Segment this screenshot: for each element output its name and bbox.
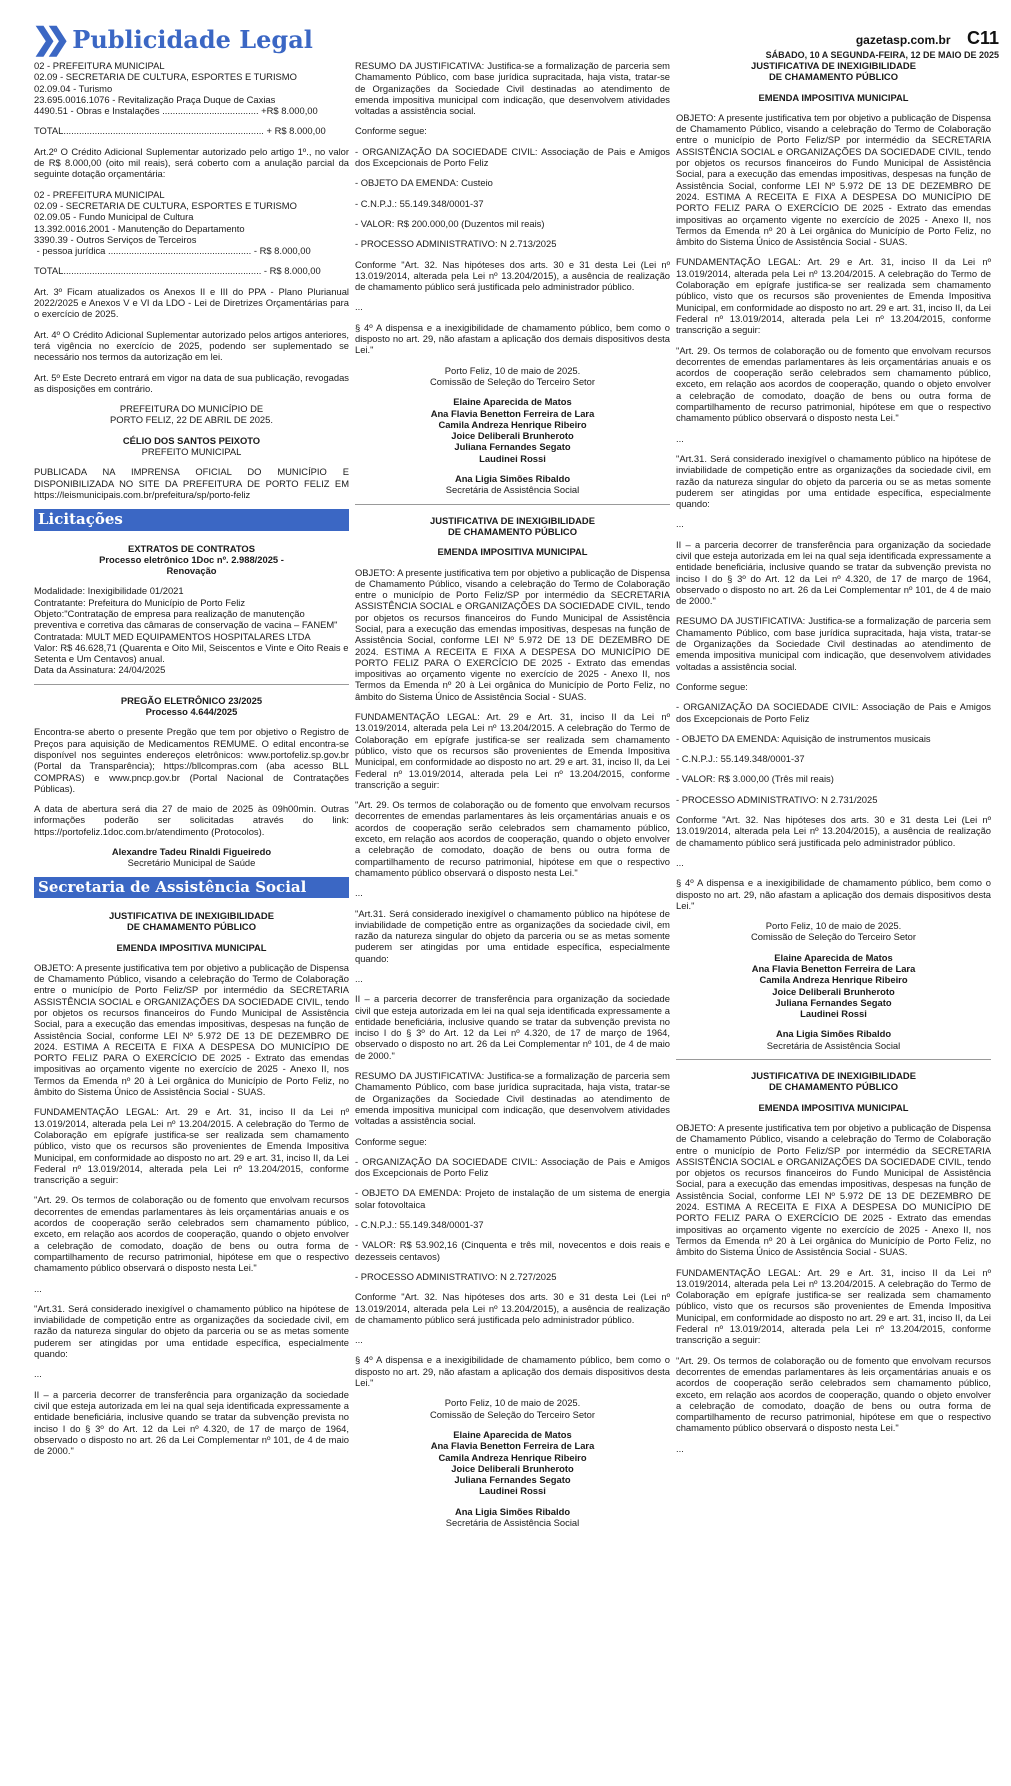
column-1 [34, 60, 349, 1786]
signatory: Ana Flavia Benetton Ferreira de Lara [430, 407, 595, 419]
masthead-right [766, 28, 999, 60]
justificativa-subtitle: DE CHAMAMENTO PÚBLICO [448, 525, 577, 537]
organizacao: - ORGANIZAÇÃO DA SOCIEDADE CIVIL: Associação de Pais e Amigos dos Excepcionais de Porto Feliz [676, 701, 991, 724]
paragraph-4: § 4º A dispensa e a inexigibilidade de chamamento público, bem como o disposto no art. 29, não afastam a aplicação dos demais dispositivos desta Lei." [676, 877, 991, 911]
signatory: Joice Deliberali Brunheroto [451, 430, 574, 442]
signatory: Camila Andreza Henrique Ribeiro [438, 1451, 587, 1463]
prefeitura-date: PORTO FELIZ, 22 DE ABRIL DE 2025. [110, 414, 273, 426]
organizacao: - ORGANIZAÇÃO DA SOCIEDADE CIVIL: Associação de Pais e Amigos dos Excepcionais de Porto Feliz [355, 1155, 670, 1179]
secretary-name: Ana Ligia Simões Ribaldo [454, 473, 571, 485]
contract-line: Data da Assinatura: 24/04/2025 [34, 664, 166, 676]
budget-line: 4490.51 - Obras e Instalações ..................................... +R$ 8.000,00 [34, 105, 318, 117]
valor: - VALOR: R$ 200.000,00 (Duzentos mil reais) [355, 217, 545, 229]
signatory: Laudinei Rossi [479, 1485, 546, 1497]
art29-paragraph: "Art. 29. Os termos de colaboração ou de fomento que envolvam recursos decorrentes de emendas parlamentares às leis orçamentárias anuais e os acordos de cooperação serão celebrados sem chamamento público, exceto, em relação aos acordos de cooperação, quando o objeto envolver a celebração de comodato, doação de bens ou outra forma de compartilhamento de recurso patrimonial, hipótese em que o respectivo chamamento público observará o disposto nesta Lei." [676, 344, 991, 424]
place-date: Porto Feliz, 10 de maio de 2025. [444, 1397, 581, 1409]
budget-line: 13.392.0016.2001 - Manutenção do Departamento [34, 222, 245, 234]
emenda-title: EMENDA IMPOSITIVA MUNICIPAL [116, 941, 267, 953]
processo-title: Processo eletrônico 1Doc nº. 2.988/2025 - [99, 553, 284, 565]
organizacao: - ORGANIZAÇÃO DA SOCIEDADE CIVIL: Associação de Pais e Amigos dos Excepcionais de Porto Feliz [355, 145, 670, 169]
justificativa-subtitle: DE CHAMAMENTO PÚBLICO [127, 921, 256, 933]
pregao-processo: Processo 4.644/2025 [145, 706, 238, 718]
signatory: Juliana Fernandes Segato [454, 1474, 571, 1486]
section-title [32, 22, 313, 57]
budget-line: 02.09 - SECRETARIA DE CULTURA, ESPORTES E TURISMO [34, 199, 297, 211]
mayor-title: PREFEITO MUNICIPAL [141, 446, 242, 458]
contract-line: Contratada: MULT MED EQUIPAMENTOS HOSPITALARES LTDA [34, 630, 311, 642]
secretary-title: Secretária de Assistência Social [766, 1039, 901, 1051]
budget-block-1 [34, 60, 349, 116]
resumo-paragraph: RESUMO DA JUSTIFICATIVA: Justifica-se a formalização de parceria sem Chamamento Público, com base jurídica supracitada, haja vista, tratar-se de Organizações da Sociedade Civil destinadas ao atendimento de emenda impositiva municipal com indicação, que desenvolvem atividades voltadas a assistência social. [355, 60, 670, 117]
objeto-emenda: - OBJETO DA EMENDA: Custeio [355, 177, 493, 189]
signatory-title: Secretário Municipal de Saúde [127, 857, 256, 869]
resumo-paragraph: RESUMO DA JUSTIFICATIVA: Justifica-se a formalização de parceria sem Chamamento Público, com base jurídica supracitada, haja vista, tratar-se de Organizações da Sociedade Civil destinadas ao atendimento de emenda impositiva municipal com indicação, que desenvolvem atividades voltadas a assistência social. [676, 615, 991, 672]
secretary-title: Secretária de Assistência Social [445, 1516, 580, 1528]
contract-line: Valor: R$ 46.628,71 (Quarenta e Oito Mil, Seiscentos e Vinte e Oito Reais e Setenta e Um Centavos) anual. [34, 641, 349, 665]
emenda-title: EMENDA IMPOSITIVA MUNICIPAL [758, 1101, 909, 1113]
article-2: Art.2º O Crédito Adicional Suplementar autorizado pelo artigo 1º., no valor de R$ 8.000,00 (oito mil reais), será coberto com a anulação parcial da seguinte dotação orçamentária: [34, 145, 349, 180]
article-5: Art. 5º Este Decreto entrará em vigor na data de sua publicação, revogadas as disposições em contrário. [34, 371, 349, 394]
inciso2-paragraph: II – a parceria decorrer de transferência para organização da sociedade civil que esteja autorizada em lei na qual seja identificada expressamente a entidade beneficiária, inclusive quando se tratar da subvenção prevista no inciso I do § 3º do Art. 12 da Lei nº 4.320, de 17 de março de 1964, observado o disposto no art. 26 da Lei Complementar nº 101, de 4 de maio de 2000." [676, 538, 991, 607]
ellipsis: ... [34, 1282, 42, 1294]
extratos-title: EXTRATOS DE CONTRATOS [128, 542, 255, 554]
valor: - VALOR: R$ 3.000,00 (Três mil reais) [676, 773, 834, 785]
processo-administrativo: - PROCESSO ADMINISTRATIVO: N 2.727/2025 [355, 1270, 557, 1282]
justificativa-subtitle: DE CHAMAMENTO PÚBLICO [769, 71, 898, 83]
objeto-paragraph: OBJETO: A presente justificativa tem por objetivo a publicação de Dispensa de Chamamento Público, visando a celebração do Termo de Colaboração entre o município de Porto Feliz/SP por intermédio da SECRETARIA ASSISTÊNCIA SOCIAL e ORGANIZAÇÕES DA SOCIEDADE CIVIL, tendo por objetos os recursos financeiros do Fundo Municipal de Assistência Social, para a execução das emendas impositivas, despesas na função de Assistência Social, conforme LEI Nº 5.972 DE 13 DE DEZEMBRO DE 2024. ESTIMA A RECEITA E FIXA A DESPESA DO MUNICÍPIO DE PORTO FELIZ PARA O EXERCÍCIO DE 2025 - Extrato das emendas impositivas ao orçamento vigente no exercício de 2025 - Anexo II, nos Termos da Emenda nº 20 à Lei orgânica do Município de Porto Feliz, no âmbito do Sistema Único de Assistência Social - SUAS. [34, 961, 349, 1098]
contract-line: Modalidade: Inexigibilidade 01/2021 [34, 585, 184, 597]
budget-block-2 [34, 189, 349, 257]
emenda-title: EMENDA IMPOSITIVA MUNICIPAL [758, 91, 909, 103]
fundamentacao-paragraph: FUNDAMENTAÇÃO LEGAL: Art. 29 e Art. 31, inciso II da Lei nº 13.019/2014, alterada pela Lei nº 13.204/2015. A celebração do Termo de Colaboração em epígrafe justifica-se ser realizada sem chamamento público, visto que os recursos são provenientes de Emenda Impositiva Municipal, em conformidade ao disposto no art. 29 e art. 31, inciso II, da Lei Federal nº 13.019/2014, alterada pela Lei nº 13.204/2015, conforme transcrição a seguir: [676, 256, 991, 336]
signatory: Laudinei Rossi [800, 1008, 867, 1020]
valor: - VALOR: R$ 53.902,16 (Cinquenta e três mil, novecentos e dois reais e dezesseis centavos) [355, 1239, 670, 1262]
budget-line: - pessoa jurídica ....................................................... - R$ 8.000,00 [34, 245, 311, 257]
signatory: Joice Deliberali Brunheroto [451, 1462, 574, 1474]
resumo-paragraph: RESUMO DA JUSTIFICATIVA: Justifica-se a formalização de parceria sem Chamamento Público, com base jurídica supracitada, haja vista, tratar-se de Organizações da Sociedade Civil destinadas ao atendimento de emenda impositiva municipal com indicação, que desenvolvem atividades voltadas a assistência social. [355, 1070, 670, 1127]
double-chevron-icon: ❯❯ [32, 22, 59, 57]
ellipsis: ... [676, 518, 684, 530]
masthead [0, 0, 1011, 58]
contract-line: Contratante: Prefeitura do Município de Porto Feliz [34, 596, 246, 608]
art29-paragraph: "Art. 29. Os termos de colaboração ou de fomento que envolvam recursos decorrentes de emendas parlamentares às leis orçamentárias anuais e os acordos de cooperação serão celebrados sem chamamento público, exceto, em relação aos acordos de cooperação, quando o objeto envolver a celebração de comodato, doação de bens ou outra forma de compartilhamento de recurso patrimonial, hipótese em que o respectivo chamamento público observará o disposto nesta Lei." [676, 1354, 991, 1434]
paragraph-4: § 4º A dispensa e a inexigibilidade de chamamento público, bem como o disposto no art. 29, não afastam a aplicação dos demais dispositivos desta Lei." [355, 1354, 670, 1389]
secretary-name: Ana Ligia Simões Ribaldo [775, 1028, 892, 1040]
page-number: C11 [966, 28, 999, 48]
signatory-name: Alexandre Tadeu Rinaldi Figueiredo [111, 846, 272, 858]
budget-line: 3390.39 - Outros Serviços de Terceiros [34, 233, 197, 245]
prefeitura-line: PREFEITURA DO MUNICÍPIO DE [119, 403, 264, 415]
objeto-emenda: - OBJETO DA EMENDA: Aquisição de instrumentos musicais [676, 732, 931, 744]
cnpj: - C.N.P.J.: 55.149.348/0001-37 [355, 1219, 484, 1231]
ellipsis: ... [676, 432, 684, 444]
signatory: Laudinei Rossi [479, 452, 546, 464]
ellipsis: ... [355, 301, 363, 313]
objeto-emenda: - OBJETO DA EMENDA: Projeto de instalação de um sistema de energia solar fotovoltaica [355, 1187, 670, 1210]
contract-line: Objeto:"Contratação de empresa para realização de manutenção preventiva e corretiva das câmaras de conservação de vacina – FANEM" [34, 607, 338, 631]
inciso2-paragraph: II – a parceria decorrer de transferência para organização da sociedade civil que esteja autorizada em lei na qual seja identificada expressamente a entidade beneficiária, inclusive quando se tratar da subvenção prevista no inciso I do § 3º do Art. 12 da Lei nº 4.320, de 17 de março de 1964, observado o disposto no art. 26 da Lei Complementar nº 101, de 4 de maio de 2000." [355, 993, 670, 1061]
publication-title: Publicidade Legal [72, 25, 313, 54]
ellipsis: ... [676, 1442, 684, 1454]
secretary-name: Ana Ligia Simões Ribaldo [454, 1505, 571, 1517]
article-4: Art. 4º O Crédito Adicional Suplementar autorizado pelos artigos anteriores, terá vigência no exercício de 2025, podendo ser suplementado se necessário nos termos da autorização em lei. [34, 328, 349, 363]
justificativa-subtitle: DE CHAMAMENTO PÚBLICO [769, 1081, 898, 1093]
art32-paragraph: Conforme "Art. 32. Nas hipóteses dos arts. 30 e 31 desta Lei (Lei nº 13.019/2014, alterada pela Lei nº 13.204/2015), a ausência de realização de chamamento público será justificada pelo administrador público. [676, 814, 991, 848]
signatory: Elaine Aparecida de Matos [453, 396, 572, 408]
place-date: Porto Feliz, 10 de maio de 2025. [765, 920, 902, 932]
fundamentacao-paragraph: FUNDAMENTAÇÃO LEGAL: Art. 29 e Art. 31, inciso II da Lei nº 13.019/2014, alterada pela Lei nº 13.204/2015. A celebração do Termo de Colaboração em epígrafe justifica-se ser realizada sem chamamento público, visto que os recursos são provenientes de Emenda Impositiva Municipal, em conformidade ao disposto no art. 29 e art. 31, inciso II, da Lei Federal nº 13.019/2014, alterada pela Lei nº 13.204/2015, conforme transcrição a seguir: [676, 1266, 991, 1346]
comissao: Comissão de Seleção do Terceiro Setor [750, 931, 917, 943]
art29-paragraph: "Art. 29. Os termos de colaboração ou de fomento que envolvam recursos decorrentes de emendas parlamentares às leis orçamentárias anuais e os acordos de cooperação serão celebrados sem chamamento público, exceto, em relação aos acordos de cooperação, quando o objeto envolver a celebração de comodato, doação de bens ou outra forma de compartilhamento de recurso patrimonial, hipótese em que o respectivo chamamento público observará o disposto nesta Lei." [355, 799, 670, 878]
signatory: Elaine Aparecida de Matos [453, 1428, 572, 1440]
budget-line: 02 - PREFEITURA MUNICIPAL [34, 60, 165, 71]
signatory: Ana Flavia Benetton Ferreira de Lara [430, 1440, 595, 1452]
fundamentacao-paragraph: FUNDAMENTAÇÃO LEGAL: Art. 29 e Art. 31, inciso II da Lei nº 13.019/2014, alterada pela Lei nº 13.204/2015. A celebração do Termo de Colaboração em epígrafe justifica-se ser realizada sem chamamento público, visto que os recursos são provenientes de Emenda Impositiva Municipal, em conformidade ao disposto no art. 29 e art. 31, inciso II, da Lei Federal nº 13.019/2014, alterada pela Lei nº 13.204/2015, conforme transcrição a seguir: [34, 1106, 349, 1186]
art31-paragraph: "Art.31. Será considerado inexigível o chamamento público na hipótese de inviabilidade de competição entre as organizações da sociedade civil, em razão da natureza singular do objeto da parceria ou se as metas somente puderem ser atingidas por uma entidade específica, especialmente quando: [676, 452, 991, 510]
emenda-title: EMENDA IMPOSITIVA MUNICIPAL [437, 546, 588, 558]
processo-administrativo: - PROCESSO ADMINISTRATIVO: N 2.713/2025 [355, 238, 557, 250]
site-url[interactable]: gazetasp.com.br [855, 33, 951, 47]
contract-details [34, 585, 349, 675]
page-columns [34, 60, 1003, 1786]
objeto-paragraph: OBJETO: A presente justificativa tem por objetivo a publicação de Dispensa de Chamamento Público, visando a celebração do Termo de Colaboração entre o município de Porto Feliz/SP por intermédio da SECRETARIA ASSISTÊNCIA SOCIAL e ORGANIZAÇÕES DA SOCIEDADE CIVIL, tendo por objetos os recursos financeiros do Fundo Municipal de Assistência Social, para a execução das emendas impositivas, despesas na função de Assistência Social, conforme LEI Nº 5.972 DE 13 DE DEZEMBRO DE 2024. ESTIMA A RECEITA E FIXA A DESPESA DO MUNICÍPIO DE PORTO FELIZ PARA O EXERCÍCIO DE 2025 - Extrato das emendas impositivas ao orçamento vigente no exercício de 2025 - Anexo II, nos Termos da Emenda nº 20 à Lei orgânica do Município de Porto Feliz, no âmbito do Sistema Único de Assistência Social - SUAS. [676, 111, 991, 248]
paragraph-4: § 4º A dispensa e a inexigibilidade de chamamento público, bem como o disposto no art. 29, não afastam a aplicação dos demais dispositivos desta Lei." [355, 321, 670, 356]
cnpj: - C.N.P.J.: 55.149.348/0001-37 [355, 197, 484, 209]
dateline: SÁBADO, 10 A SEGUNDA-FEIRA, 12 DE MAIO DE 2025 [765, 50, 999, 60]
column-2 [355, 60, 670, 1786]
conforme-segue: Conforme segue: [355, 1135, 427, 1147]
mayor-name: CÉLIO DOS SANTOS PEIXOTO [122, 434, 261, 446]
publication-note: PUBLICADA NA IMPRENSA OFICIAL DO MUNICÍPIO E DISPONIBILIZADA NO SITE DA PREFEITURA DE PORTO FELIZ EM https://leismunicipais.com.br/prefeitura/sp/porto-feliz [34, 466, 349, 500]
budget-line: 23.695.0016.1076 - Revitalização Praça Duque de Caxias [34, 93, 276, 105]
budget-line: 02 - PREFEITURA MUNICIPAL [34, 188, 165, 200]
budget-line: 02.09 - SECRETARIA DE CULTURA, ESPORTES E TURISMO [34, 71, 297, 83]
comissao: Comissão de Seleção do Terceiro Setor [429, 1408, 596, 1420]
art32-paragraph: Conforme "Art. 32. Nas hipóteses dos arts. 30 e 31 desta Lei (Lei nº 13.019/2014, alterada pela Lei nº 13.204/2015), a ausência de realização de chamamento público será justificada pelo administrador público. [355, 258, 670, 293]
objeto-paragraph: OBJETO: A presente justificativa tem por objetivo a publicação de Dispensa de Chamamento Público, visando a celebração do Termo de Colaboração entre o município de Porto Feliz/SP por intermédio da SECRETARIA ASSISTÊNCIA SOCIAL e ORGANIZAÇÕES DA SOCIEDADE CIVIL, tendo por objetos os recursos financeiros do Fundo Municipal de Assistência Social, para a execução das emendas impositivas, despesas na função de Assistência Social, conforme LEI Nº 5.972 DE 13 DE DEZEMBRO DE 2024. ESTIMA A RECEITA E FIXA A DESPESA DO MUNICÍPIO DE PORTO FELIZ PARA O EXERCÍCIO DE 2025 - Extrato das emendas impositivas ao orçamento vigente no exercício de 2025 - Anexo II, nos Termos da Emenda nº 20 à Lei orgânica do Município de Porto Feliz, no âmbito do Sistema Único de Assistência Social - SUAS. [355, 566, 670, 702]
renovacao-title: Renovação [166, 565, 217, 577]
licitacoes-header: Licitações [34, 509, 349, 530]
signatory: Camila Andreza Henrique Ribeiro [438, 418, 587, 430]
ellipsis: ... [355, 887, 363, 899]
fundamentacao-paragraph: FUNDAMENTAÇÃO LEGAL: Art. 29 e Art. 31, inciso II da Lei nº 13.019/2014, alterada pela Lei nº 13.204/2015. A celebração do Termo de Colaboração em epígrafe justifica-se ser realizada sem chamamento público, visto que os recursos são provenientes de Emenda Impositiva Municipal, em conformidade ao disposto no art. 29 e art. 31, inciso II, da Lei Federal nº 13.019/2014, alterada pela Lei nº 13.204/2015, conforme transcrição a seguir: [355, 711, 670, 790]
art31-paragraph: "Art.31. Será considerado inexigível o chamamento público na hipótese de inviabilidade de competição entre as organizações da sociedade civil, em razão da natureza singular do objeto da parceria ou se as metas somente puderem ser atingidas por uma entidade específica, especialmente quando: [34, 1302, 349, 1360]
ellipsis: ... [676, 856, 684, 868]
total-line: TOTAL............................................................................ - R$ 8.000,00 [34, 265, 321, 277]
ellipsis: ... [34, 1368, 42, 1380]
pregao-text: Encontra-se aberto o presente Pregão que tem por objetivo o Registro de Preços para aquisição de Medicamentos REMUME. O edital encontra-se disponível nos seguintes endereços eletrônicos: www.portofeliz.sp.gov.br (Portal da Transparência); https://bllcompras.com (aba acesso BLL COMPRAS) e www.pncp.gov.br (Portal Nacional de Contratações Públicas). [34, 726, 349, 794]
ellipsis: ... [355, 1334, 363, 1346]
assistencia-header: Secretaria de Assistência Social [34, 877, 349, 898]
art29-paragraph: "Art. 29. Os termos de colaboração ou de fomento que envolvam recursos decorrentes de emendas parlamentares às leis orçamentárias anuais e os acordos de cooperação serão celebrados sem chamamento público, exceto, em relação aos acordos de cooperação, quando o objeto envolver a celebração de comodato, doação de bens ou outra forma de compartilhamento de recurso patrimonial, hipótese em que o respectivo chamamento público observará o disposto nesta Lei." [34, 1194, 349, 1274]
total-line: TOTAL............................................................................. + R$ 8.000,00 [34, 125, 326, 137]
signatory: Camila Andreza Henrique Ribeiro [759, 974, 908, 986]
pregao-abertura: A data de abertura será dia 27 de maio de 2025 às 09h00min. Outras informações poderão ser solicitadas através do link: https://portofeliz.1doc.com.br/atendimento (Protocolos). [34, 803, 349, 837]
place-date: Porto Feliz, 10 de maio de 2025. [444, 364, 581, 376]
column-3 [676, 60, 991, 1786]
signatory: Ana Flavia Benetton Ferreira de Lara [751, 963, 916, 974]
signatory: Elaine Aparecida de Matos [774, 951, 893, 963]
ellipsis: ... [355, 973, 363, 984]
signatory: Joice Deliberali Brunheroto [772, 985, 895, 997]
justificativa-title: JUSTIFICATIVA DE INEXIGIBILIDADE [751, 1070, 916, 1082]
article-3: Art. 3º Ficam atualizados os Anexos II e III do PPA - Plano Plurianual 2022/2025 e Anexos V e VI da LDO - Lei de Diretrizes Orçamentárias para o exercício de 2025. [34, 285, 349, 320]
processo-administrativo: - PROCESSO ADMINISTRATIVO: N 2.731/2025 [676, 793, 878, 805]
signatory: Juliana Fernandes Segato [454, 441, 571, 453]
justificativa-title: JUSTIFICATIVA DE INEXIGIBILIDADE [430, 514, 595, 526]
secretary-title: Secretária de Assistência Social [445, 484, 580, 496]
budget-line: 02.09.04 - Turismo [34, 82, 113, 94]
cnpj: - C.N.P.J.: 55.149.348/0001-37 [676, 753, 805, 765]
conforme-segue: Conforme segue: [355, 125, 427, 137]
budget-line: 02.09.05 - Fundo Municipal de Cultura [34, 211, 194, 223]
comissao: Comissão de Seleção do Terceiro Setor [429, 375, 596, 387]
signatory: Juliana Fernandes Segato [775, 996, 892, 1008]
conforme-segue: Conforme segue: [676, 680, 748, 692]
justificativa-title: JUSTIFICATIVA DE INEXIGIBILIDADE [109, 909, 274, 921]
inciso2-paragraph: II – a parceria decorrer de transferência para organização da sociedade civil que esteja autorizada em lei na qual seja identificada expressamente a entidade beneficiária, inclusive quando se tratar da subvenção prevista no inciso I do § 3º do Art. 12 da Lei nº 4.320, de 17 de março de 1964, observado o disposto no art. 26 da Lei Complementar nº 101, de 4 de maio de 2000." [34, 1388, 349, 1457]
art32-paragraph: Conforme "Art. 32. Nas hipóteses dos arts. 30 e 31 desta Lei (Lei nº 13.019/2014, alterada pela Lei nº 13.204/2015), a ausência de realização de chamamento público será justificada pelo administrador público. [355, 1291, 670, 1325]
pregao-title: PREGÃO ELETRÔNICO 23/2025 [120, 694, 263, 706]
art31-paragraph: "Art.31. Será considerado inexigível o chamamento público na hipótese de inviabilidade de competição entre as organizações da sociedade civil, em razão da natureza singular do objeto da parceria ou se as metas somente puderem ser atingidas por uma entidade específica, especialmente quando: [355, 907, 670, 964]
divider [34, 684, 349, 685]
divider [676, 1059, 991, 1060]
divider [355, 504, 670, 505]
justificativa-title: JUSTIFICATIVA DE INEXIGIBILIDADE [751, 60, 916, 71]
objeto-paragraph: OBJETO: A presente justificativa tem por objetivo a publicação de Dispensa de Chamamento Público, visando a celebração do Termo de Colaboração entre o município de Porto Feliz/SP por intermédio da SECRETARIA ASSISTÊNCIA SOCIAL e ORGANIZAÇÕES DA SOCIEDADE CIVIL, tendo por objetos os recursos financeiros do Fundo Municipal de Assistência Social, para a execução das emendas impositivas, despesas na função de Assistência Social, conforme LEI Nº 5.972 DE 13 DE DEZEMBRO DE 2024. ESTIMA A RECEITA E FIXA A DESPESA DO MUNICÍPIO DE PORTO FELIZ PARA O EXERCÍCIO DE 2025 - Extrato das emendas impositivas ao orçamento vigente no exercício de 2025 - Anexo II, nos Termos da Emenda nº 20 à Lei orgânica do Município de Porto Feliz, no âmbito do Sistema Único de Assistência Social - SUAS. [676, 1121, 991, 1258]
